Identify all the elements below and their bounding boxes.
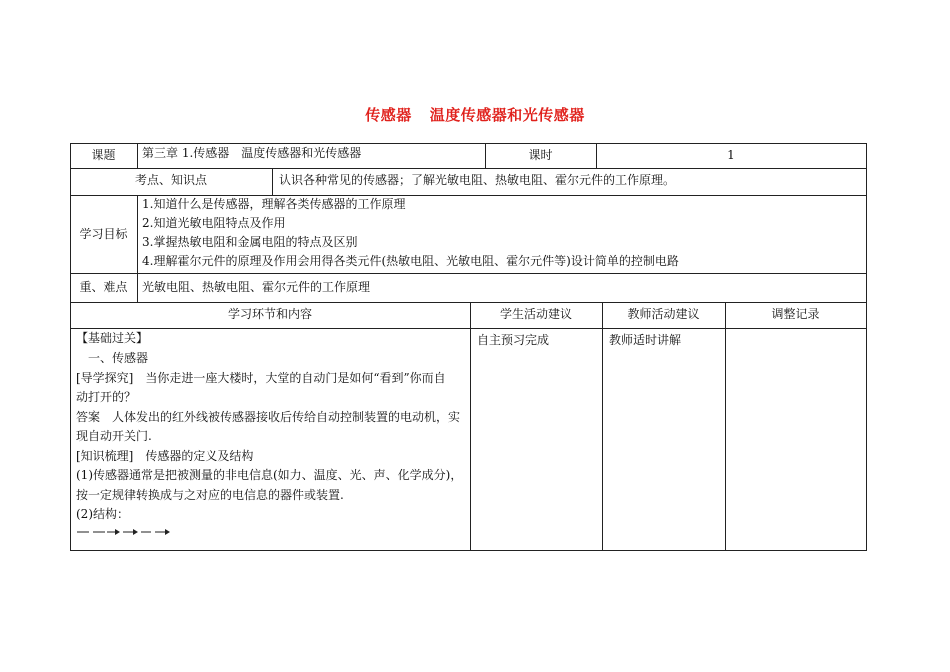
header-student: 学生活动建议 bbox=[499, 307, 572, 321]
goal-item: 1.知道什么是传感器，理解各类传感器的工作原理 bbox=[142, 197, 406, 211]
header-notes: 调整记录 bbox=[771, 307, 820, 321]
content-line: 动打开的？ bbox=[76, 390, 137, 404]
key-value: 光敏电阻、热敏电阻、霍尔元件的工作原理 bbox=[142, 280, 371, 294]
section-heading: 【基础过关】 bbox=[76, 331, 149, 345]
content-line: 按一定规律转换成与之对应的电信息的器件或装置. bbox=[76, 488, 344, 502]
student-activity: 自主预习完成 bbox=[477, 333, 550, 347]
goal-item: 2.知道光敏电阻特点及作用 bbox=[142, 216, 286, 230]
header-teacher: 教师活动建议 bbox=[627, 307, 700, 321]
content-line: [知识梳理] 传感器的定义及结构 bbox=[76, 449, 254, 463]
title-part-1: 传感器 bbox=[365, 106, 412, 124]
content-line: 答案 人体发出的红外线被传感器接收后传给自动控制装置的电动机，实 bbox=[76, 410, 461, 424]
teacher-activity: 教师适时讲解 bbox=[609, 333, 682, 347]
content-line: 一、传感器 bbox=[76, 351, 149, 365]
topic-value: 第三章 1.传感器 温度传感器和光传感器 bbox=[142, 146, 362, 160]
key-label: 重、难点 bbox=[79, 280, 128, 294]
goal-item: 4.理解霍尔元件的原理及作用会用得各类元件(热敏电阻、光敏电阻、霍尔元件等)设计简单的控制电路 bbox=[142, 254, 679, 268]
points-value: 认识各种常见的传感器；了解光敏电阻、热敏电阻、霍尔元件的工作原理。 bbox=[279, 173, 676, 187]
content-line: 现自动开关门. bbox=[76, 429, 152, 443]
header-content: 学习环节和内容 bbox=[227, 307, 312, 321]
goal-item: 3.掌握热敏电阻和金属电阻的特点及区别 bbox=[142, 235, 358, 249]
goals-label: 学习目标 bbox=[79, 227, 128, 241]
content-line: (1)传感器通常是把被测量的非电信息(如力、温度、光、声、化学成分)， bbox=[76, 468, 463, 482]
content-line: [导学探究] 当你走进一座大楼时，大堂的自动门是如何“看到”你而自 bbox=[76, 371, 446, 385]
structure-arrow-diagram bbox=[77, 527, 173, 537]
title-part-2: 温度传感器和光传感器 bbox=[429, 106, 585, 124]
period-label: 课时 bbox=[528, 148, 553, 162]
content-line: (2)结构： bbox=[76, 507, 129, 521]
period-value: 1 bbox=[727, 148, 735, 162]
topic-label: 课题 bbox=[91, 148, 116, 162]
points-label: 考点、知识点 bbox=[134, 173, 207, 187]
